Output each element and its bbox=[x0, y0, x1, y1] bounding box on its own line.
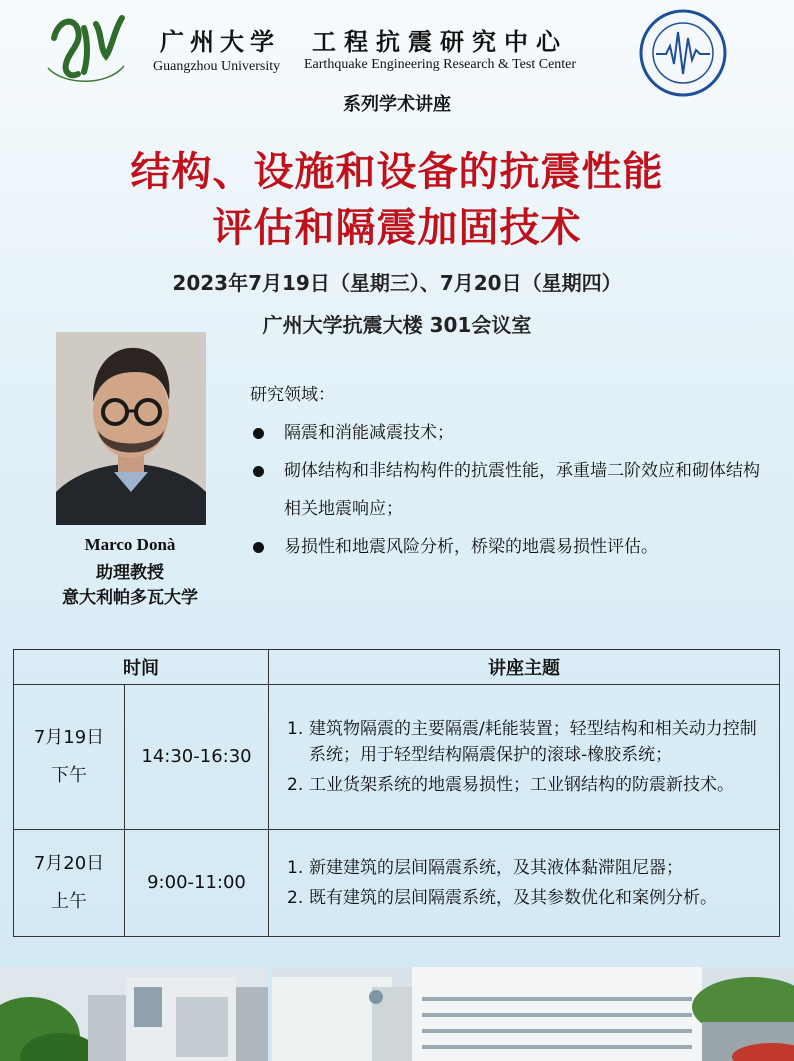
research-label: 研究领域： bbox=[250, 385, 335, 405]
center-name-en: Earthquake Engineering Research & Test Center bbox=[304, 57, 577, 72]
topic-item: 2. 工业货架系统的地震易损性；工业钢结构的防震新技术。 bbox=[287, 775, 734, 796]
bullet-icon bbox=[253, 542, 264, 553]
university-name-cn: 广州大学 bbox=[160, 27, 280, 56]
table-row bbox=[14, 685, 780, 830]
building-photo-left bbox=[0, 967, 268, 1061]
session-date: 7月19日 下午 bbox=[14, 685, 125, 830]
topic-item: 1. 建筑物隔震的主要隔震/耗能装置；轻型结构和相关动力控制系统；用于轻型结构隔震保护的滚球-橡胶系统； bbox=[287, 719, 757, 766]
speaker-name: Marco Donà bbox=[84, 535, 176, 554]
header-topic: 讲座主题 bbox=[269, 650, 780, 685]
lecture-venue: 广州大学抗震大楼 301会议室 bbox=[262, 313, 532, 337]
header-time: 时间 bbox=[14, 650, 269, 685]
research-list bbox=[250, 414, 770, 566]
speaker-photo bbox=[56, 332, 206, 525]
table-header-row bbox=[14, 650, 780, 685]
speaker-affiliation: 意大利帕多瓦大学 bbox=[62, 588, 198, 608]
table-row bbox=[14, 830, 780, 937]
topic-item: 2. 既有建筑的层间隔震系统，及其参数优化和案例分析。 bbox=[287, 888, 717, 909]
session-date: 7月20日 上午 bbox=[14, 830, 125, 937]
session-topics bbox=[269, 685, 780, 830]
research-item: 隔震和消能减震技术； bbox=[250, 414, 770, 452]
series-label: 系列学术讲座 bbox=[343, 94, 451, 115]
building-photo-right bbox=[272, 967, 794, 1061]
session-time: 14:30-16:30 bbox=[125, 685, 269, 830]
lecture-date: 2023年7月19日（星期三）、7月20日（星期四） bbox=[172, 271, 622, 295]
center-name-cn: 工程抗震研究中心 bbox=[312, 27, 568, 56]
bullet-icon bbox=[253, 428, 264, 439]
guangzhou-university-logo bbox=[44, 8, 128, 88]
schedule-table bbox=[13, 649, 780, 937]
session-time: 9:00-11:00 bbox=[125, 830, 269, 937]
earthquake-center-seal bbox=[638, 8, 728, 98]
topic-item: 1. 新建建筑的层间隔震系统，及其液体黏滞阻尼器； bbox=[287, 858, 683, 879]
bullet-icon bbox=[253, 466, 264, 477]
lecture-title-line2: 评估和隔震加固技术 bbox=[212, 204, 582, 251]
university-name-en: Guangzhou University bbox=[153, 59, 281, 74]
session-topics bbox=[269, 830, 780, 937]
lecture-title-line1: 结构、设施和设备的抗震性能 bbox=[130, 148, 664, 195]
research-item: 易损性和地震风险分析，桥梁的地震易损性评估。 bbox=[250, 528, 770, 566]
speaker-title: 助理教授 bbox=[96, 563, 164, 583]
research-item: 砌体结构和非结构构件的抗震性能，承重墙二阶效应和砌体结构相关地震响应； bbox=[250, 452, 770, 528]
